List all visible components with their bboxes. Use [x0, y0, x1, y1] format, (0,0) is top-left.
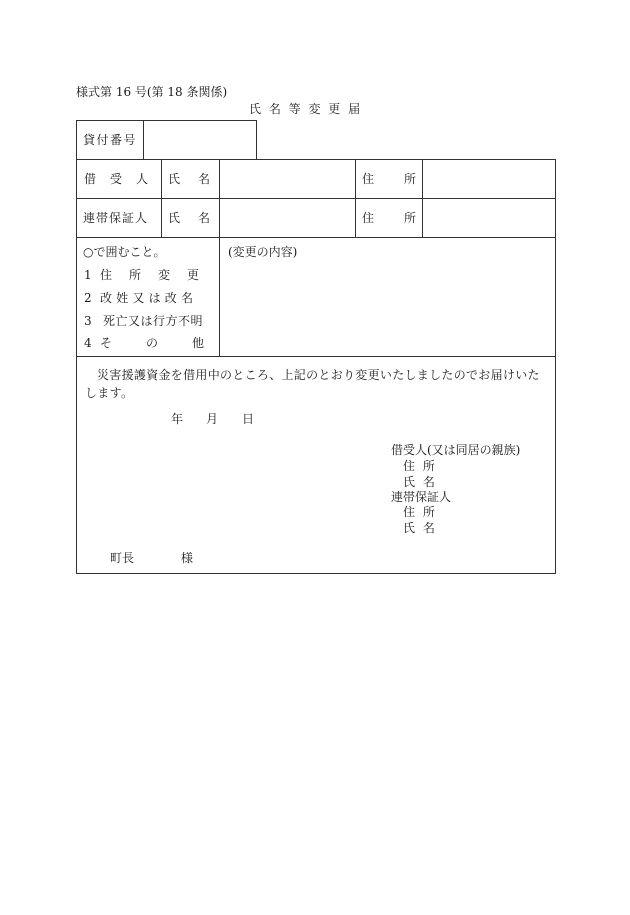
date-month-label: 月	[206, 412, 219, 426]
reason-3-number: 3	[84, 314, 92, 328]
borrower-name-label: 氏名	[168, 172, 229, 186]
reason-4-number: 4	[84, 336, 92, 350]
addressee-title: 町長	[110, 551, 135, 565]
guarantor-address-label: 住所	[362, 211, 447, 225]
change-details-label: (変更の内容)	[228, 245, 298, 259]
reason-2-label[interactable]: 改姓又は改名	[100, 291, 198, 305]
form-title: 氏 名 等 変 更 届	[249, 102, 363, 116]
reason-instruction: ○で囲むこと。	[83, 245, 166, 259]
guarantor-role: 連帯保証人	[83, 211, 149, 225]
guarantor-signatory-name-label: 氏 名	[403, 521, 437, 535]
borrower-signatory-name-label: 氏 名	[403, 475, 437, 489]
form-number: 様式第 16 号(第 18 条関係)	[76, 85, 228, 99]
borrower-signatory-address-label: 住 所	[403, 459, 437, 473]
borrower-signatory-heading: 借受人(又は同居の親族)	[391, 443, 521, 457]
borrower-role: 借受人	[84, 172, 163, 186]
date-year-label: 年	[171, 412, 184, 426]
reason-4-label[interactable]: その他	[100, 336, 239, 350]
guarantor-name-label: 氏名	[168, 211, 229, 225]
addressee-honorific: 様	[181, 551, 194, 565]
reason-1-label[interactable]: 住所変更	[100, 268, 217, 282]
guarantor-signatory-address-label: 住 所	[403, 505, 437, 519]
reason-2-number: 2	[84, 291, 92, 305]
date-day-label: 日	[242, 412, 255, 426]
reason-3-label[interactable]: 死亡又は行方不明	[103, 314, 204, 328]
loan-number-label: 貸付番号	[83, 133, 138, 147]
guarantor-signatory-heading: 連帯保証人	[391, 490, 452, 504]
borrower-address-label: 住所	[362, 172, 447, 186]
reason-1-number: 1	[84, 268, 92, 282]
declaration-text: 災害援護資金を借用中のところ、上記のとおり変更いたしましたのでお届けいたします。	[85, 368, 540, 400]
